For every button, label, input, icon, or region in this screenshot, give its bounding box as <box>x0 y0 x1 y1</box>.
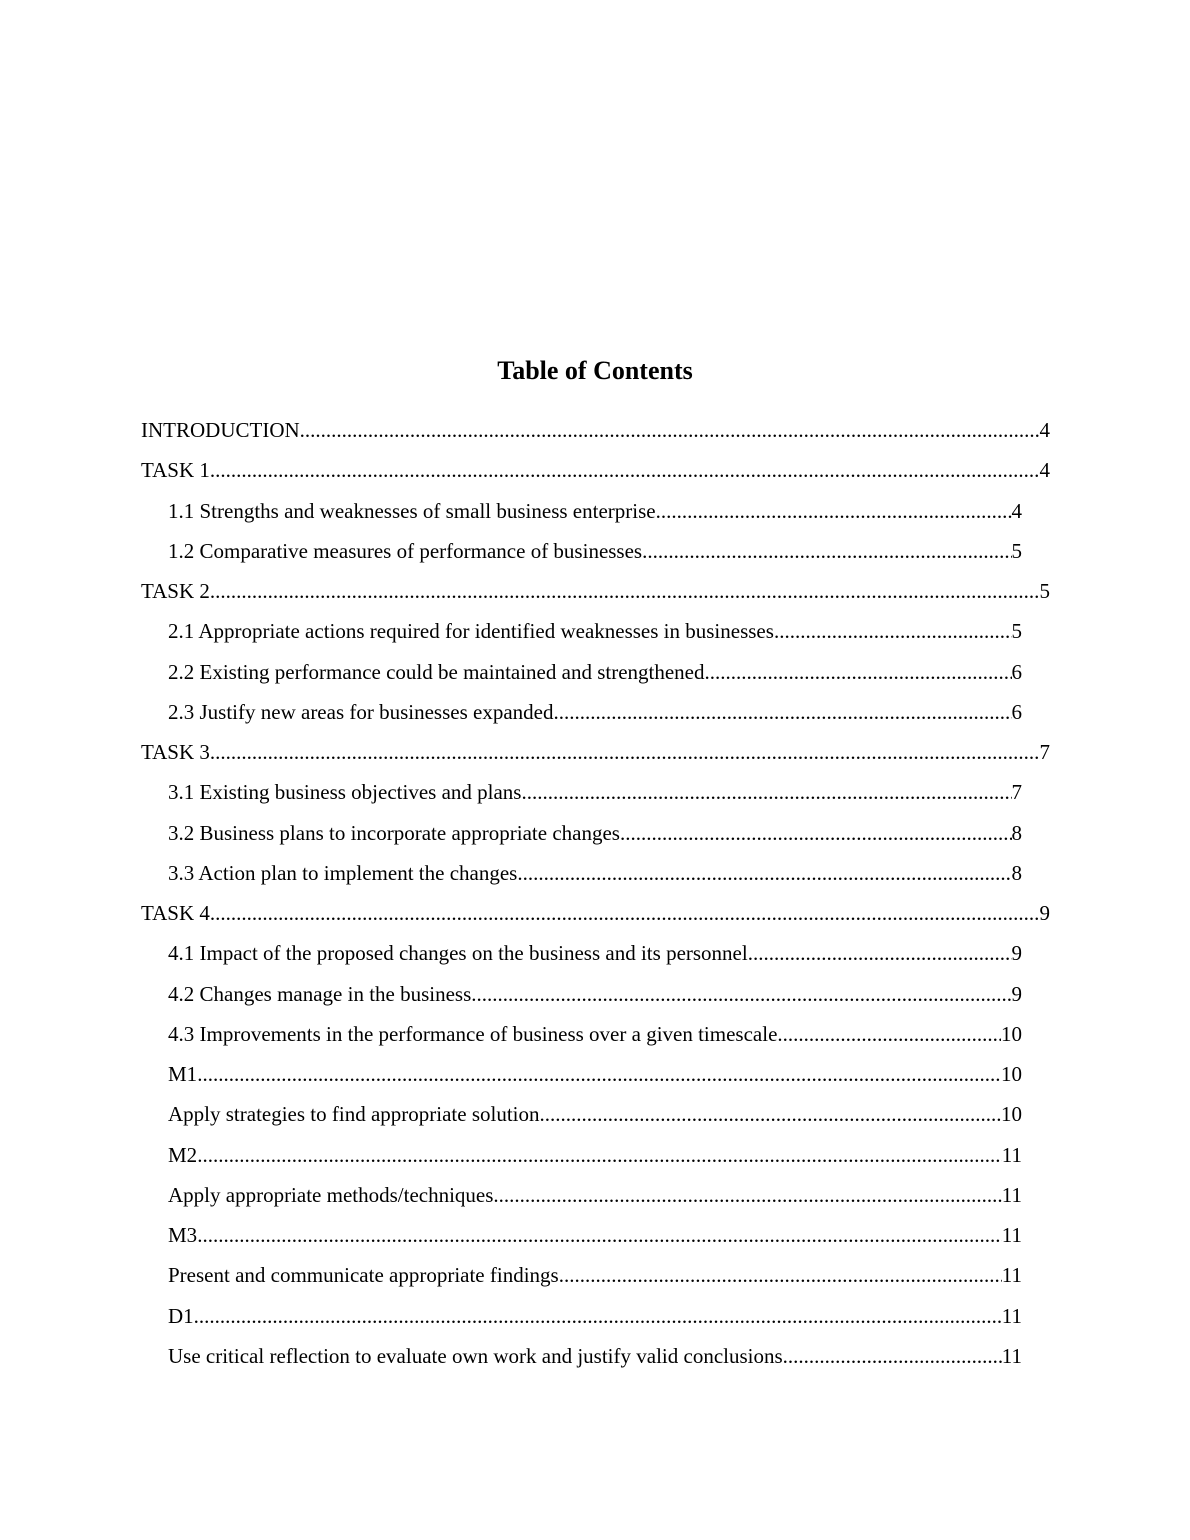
toc-entry-page-number: 7 <box>1011 780 1022 805</box>
toc-entry-label: 3.3 Action plan to implement the changes <box>168 860 518 885</box>
dot-leader <box>559 1261 1002 1289</box>
dot-leader <box>471 980 1011 1008</box>
toc-entry-label: M1 <box>168 1062 198 1087</box>
dot-leader <box>783 1342 1002 1370</box>
toc-entry[interactable] <box>168 819 1022 847</box>
toc-entry-page-number: 4 <box>1011 498 1022 523</box>
toc-entry-label: 1.2 Comparative measures of performance of businesses <box>168 538 643 563</box>
toc-entry[interactable] <box>168 617 1022 645</box>
toc-entry-page-number: 11 <box>1001 1263 1022 1288</box>
toc-entry[interactable] <box>141 577 1050 605</box>
toc-entry[interactable] <box>168 537 1022 565</box>
toc-title: Table of Contents <box>497 356 693 385</box>
toc-entry-page-number: 8 <box>1011 860 1022 885</box>
toc-entry[interactable] <box>168 1342 1022 1370</box>
toc-entry-label: Present and communicate appropriate findings <box>168 1263 559 1288</box>
toc-entry-label: 2.2 Existing performance could be maintained and strengthened <box>168 659 705 684</box>
toc-entry[interactable] <box>168 658 1022 686</box>
toc-entry-label: Apply appropriate methods/techniques <box>168 1182 494 1207</box>
toc-entry[interactable] <box>141 416 1050 444</box>
dot-leader <box>210 738 1040 766</box>
dot-leader <box>777 1020 1001 1048</box>
toc-entry-page-number: 6 <box>1011 699 1022 724</box>
toc-entry-label: 4.2 Changes manage in the business <box>168 981 472 1006</box>
toc-entry[interactable] <box>168 1141 1022 1169</box>
toc-entry-label: 3.1 Existing business objectives and plans <box>168 780 522 805</box>
toc-entry-label: Use critical reflection to evaluate own work and justify valid conclusions <box>168 1343 783 1368</box>
toc-entry-label: 3.2 Business plans to incorporate appropriate changes <box>168 820 620 845</box>
toc-entry[interactable] <box>168 1221 1022 1249</box>
dot-leader <box>210 577 1040 605</box>
toc-entry[interactable] <box>168 778 1022 806</box>
toc-entry-page-number: 6 <box>1011 659 1022 684</box>
toc-entry[interactable] <box>141 738 1050 766</box>
toc-entry-page-number: 8 <box>1011 820 1022 845</box>
toc-entry-page-number: 5 <box>1039 579 1050 604</box>
toc-entry[interactable] <box>168 698 1022 726</box>
toc-entry-page-number: 11 <box>1001 1223 1022 1248</box>
toc-entry-label: TASK 3 <box>141 740 210 765</box>
dot-leader <box>656 497 1012 525</box>
toc-entry[interactable] <box>168 939 1022 967</box>
dot-leader <box>620 819 1012 847</box>
dot-leader <box>210 899 1040 927</box>
toc-entry[interactable] <box>168 1020 1022 1048</box>
toc-entry-label: 2.3 Justify new areas for businesses expanded <box>168 699 554 724</box>
toc-entry-label: 1.1 Strengths and weaknesses of small business enterprise <box>168 498 656 523</box>
toc-entry[interactable] <box>168 1100 1022 1128</box>
toc-entry-page-number: 4 <box>1039 458 1050 483</box>
toc-entry-label: M3 <box>168 1223 198 1248</box>
toc-entry[interactable] <box>168 1302 1022 1330</box>
dot-leader <box>774 617 1012 645</box>
toc-entry-page-number: 11 <box>1001 1142 1022 1167</box>
dot-leader <box>194 1302 1002 1330</box>
toc-entry-page-number: 9 <box>1011 941 1022 966</box>
toc-entry-page-number: 11 <box>1001 1303 1022 1328</box>
dot-leader <box>197 1221 1002 1249</box>
toc-entry-label: TASK 2 <box>141 579 210 604</box>
toc-entry-page-number: 4 <box>1039 418 1050 442</box>
toc-entry[interactable] <box>141 899 1050 927</box>
dot-leader <box>197 1141 1002 1169</box>
dot-leader <box>642 537 1011 565</box>
toc-entry-page-number: 10 <box>1001 1062 1022 1087</box>
toc-entry-label: INTRODUCTION <box>141 418 300 442</box>
toc-entry[interactable] <box>141 456 1050 484</box>
toc-entry-page-number: 5 <box>1011 538 1022 563</box>
toc-entry-label: 4.1 Impact of the proposed changes on the business and its personnel <box>168 941 748 966</box>
dot-leader <box>517 859 1011 887</box>
toc-entry-page-number: 11 <box>1001 1343 1022 1368</box>
toc-entry-page-number: 11 <box>1001 1182 1022 1207</box>
dot-leader <box>554 698 1012 726</box>
dot-leader <box>540 1100 1001 1128</box>
toc-entry-label: Apply strategies to find appropriate solution <box>168 1102 540 1127</box>
toc-entry[interactable] <box>168 980 1022 1008</box>
dot-leader <box>493 1181 1001 1209</box>
toc-entry-page-number: 10 <box>1001 1021 1022 1046</box>
toc-entry[interactable] <box>168 1060 1022 1088</box>
toc-entry-page-number: 9 <box>1039 901 1050 926</box>
toc-entry-label: TASK 4 <box>141 901 210 926</box>
toc-entry[interactable] <box>168 1181 1022 1209</box>
dot-leader <box>705 658 1012 686</box>
toc-entry-label: 4.3 Improvements in the performance of business over a given timescale <box>168 1021 778 1046</box>
toc-entry-label: M2 <box>168 1142 198 1167</box>
toc-entry-page-number: 5 <box>1011 619 1022 644</box>
dot-leader <box>197 1060 1001 1088</box>
toc-entry-page-number: 10 <box>1001 1102 1022 1127</box>
dot-leader <box>748 939 1012 967</box>
dot-leader <box>300 416 1040 444</box>
toc-entry-label: 2.1 Appropriate actions required for identified weaknesses in businesses <box>168 619 774 644</box>
toc-entry[interactable] <box>168 859 1022 887</box>
dot-leader <box>521 778 1011 806</box>
toc-entry[interactable] <box>168 497 1022 525</box>
dot-leader <box>210 456 1040 484</box>
toc-entry[interactable] <box>168 1261 1022 1289</box>
toc-entry-page-number: 7 <box>1039 740 1050 765</box>
toc-entry-label: D1 <box>168 1303 194 1328</box>
toc-entry-label: TASK 1 <box>141 458 210 483</box>
toc-entry-page-number: 9 <box>1011 981 1022 1006</box>
